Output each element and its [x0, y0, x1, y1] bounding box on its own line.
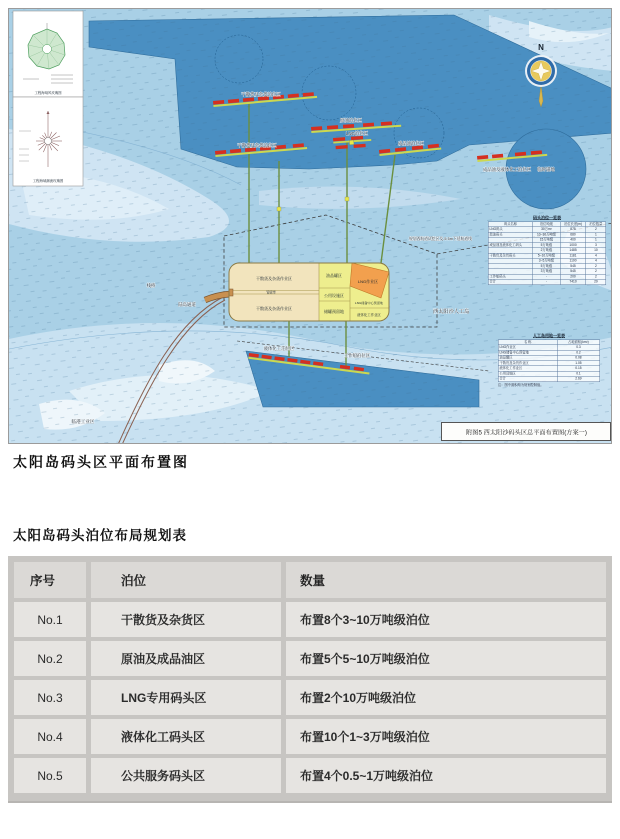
table-cell: -: [533, 279, 560, 284]
berth-label-dry-bulk-2: 干散货及杂货泊位区: [237, 143, 277, 148]
berth-label-lng: LNG泊位区: [345, 131, 369, 136]
table-cell: 2: [586, 274, 606, 279]
berth-label-workboat: 工作船泊位区: [343, 353, 371, 358]
table-cell: 干散货及杂货区: [91, 602, 281, 637]
table-cell: 10~30万吨级: [533, 232, 560, 237]
table-row: [14, 758, 606, 793]
table-cell: 布置5个5~10万吨级泊位: [286, 641, 606, 676]
zone-label-pipe-corridor: 管廊带: [266, 290, 276, 295]
zone-label-utilities: 公用设施区: [324, 293, 344, 298]
table-cell: 3~5万吨级: [533, 258, 560, 263]
planning-table-title: 太阳岛码头泊位布局规划表: [13, 528, 187, 543]
table-cell: 成品油及液体化工码头: [488, 243, 533, 248]
map-berth-table-title: 码头泊位一览表: [533, 215, 561, 220]
zone-label-lng-reserve: LNG储备中心预留地: [354, 301, 384, 305]
port-layout-map: [8, 8, 612, 444]
table-cell: 2.69: [557, 376, 600, 381]
trestle-label: 栈桥: [146, 283, 156, 288]
table-row: [14, 680, 606, 715]
table-cell: 1: [586, 237, 606, 242]
table-cell: 30万m³: [533, 227, 560, 232]
planning-table: [9, 558, 611, 797]
zone-label-liquid-chem: 液体化工作业区: [357, 313, 381, 317]
table-cell: 油品罐区: [498, 355, 557, 360]
planning-table-frame: [8, 556, 612, 801]
table-header-cell: 占地面积(km²): [557, 340, 600, 345]
table-cell: 0.08: [557, 355, 600, 360]
table-cell: 15万吨级: [533, 237, 560, 242]
table-cell: 875: [560, 227, 586, 232]
table-cell: 2万吨级: [533, 248, 560, 253]
table-header-cell: 泊位数量: [586, 222, 606, 227]
table-cell: LNG专用码头区: [91, 680, 281, 715]
table-cell: -: [533, 274, 560, 279]
table-cell: 0.2: [557, 350, 600, 355]
table-cell: 3万吨级: [533, 269, 560, 274]
map-berth-table: [488, 215, 606, 285]
drawing-title-text: 附图5 西太阳沙码头区总平面布置图(方案一): [465, 429, 587, 437]
table-cell: 10: [586, 248, 606, 253]
inset-wind-rose: [13, 11, 83, 97]
table-cell: 4: [586, 258, 606, 263]
table-cell: 0.3: [557, 345, 600, 350]
table-cell: 29: [586, 279, 606, 284]
column-header-berth: 泊位: [91, 562, 281, 598]
table-cell: LNG储备中心预留地: [498, 350, 557, 355]
anchorage-label: 临时锚地: [537, 167, 555, 172]
table-cell: 布置4个0.5~1万吨级泊位: [286, 758, 606, 793]
table-header-cell: 泊位长度(m): [560, 222, 586, 227]
table-cell: 1000: [560, 243, 586, 248]
table-cell: 原油及成品油区: [91, 641, 281, 676]
table-cell: 0.1: [557, 371, 600, 376]
table-row: [498, 376, 600, 381]
table-cell: 545: [560, 264, 586, 269]
table-cell: 液体化工码头区: [91, 719, 281, 754]
table-cell: 680: [560, 232, 586, 237]
table-cell: 0.15: [557, 366, 600, 371]
berth-label-product-oil: 成品油泊位区: [397, 141, 425, 146]
table-cell: 200: [560, 274, 586, 279]
inset-current-rose: [13, 97, 83, 186]
table-cell: 5万吨级: [533, 243, 560, 248]
table-cell: 545: [560, 269, 586, 274]
berth-label-dry-bulk-1: 干散货及杂货泊位区: [241, 92, 281, 97]
current-rose-caption: 工程海域潮流玫瑰图: [32, 179, 64, 183]
drawing-title-block: [441, 422, 611, 441]
table-cell: 布置10个1~3万吨级泊位: [286, 719, 606, 754]
table-cell: 工作船码头: [488, 274, 533, 279]
wind-rose-caption: 工程海域风玫瑰图: [34, 91, 62, 95]
table-cell: 7410: [560, 279, 586, 284]
zone-label-dry-bulk-bottom: 干散货及杂货作业区: [256, 306, 292, 311]
island-link-label: 陆岛通道: [178, 302, 196, 307]
island-name-label: 西太阳沙人工岛: [433, 309, 470, 315]
table-cell: No.1: [14, 602, 86, 637]
table-cell: LNG作业区: [498, 345, 557, 350]
figure-caption: 太阳岛码头区平面布置图: [13, 454, 189, 470]
table-cell: 2: [586, 269, 606, 274]
column-header-index: 序号: [14, 562, 86, 598]
table-cell: 1.05: [557, 361, 600, 366]
berth-label-product-chem: 成品油及液体化工泊位区: [482, 167, 532, 172]
table-cell: 公共服务码头区: [91, 758, 281, 793]
artificial-island: [223, 263, 389, 321]
table-header-row: [14, 562, 606, 598]
table-cell: 2: [586, 264, 606, 269]
channel-note-label: 规划西航道试挖区及-5.5m下延航道线: [409, 237, 472, 241]
table-cell: 1485: [560, 248, 586, 253]
table-cell: 5万吨级: [533, 264, 560, 269]
table-row: [14, 602, 606, 637]
table-cell: 3: [586, 243, 606, 248]
table-cell: 5~10万吨级: [533, 253, 560, 258]
table-cell: 布置2个10万吨级泊位: [286, 680, 606, 715]
north-label: N: [538, 43, 544, 52]
industrial-zone-label: 临港工业区: [71, 419, 95, 424]
table-header-cell: 泊位吨级: [533, 222, 560, 227]
table-cell: 合计: [488, 279, 533, 284]
table-cell: No.4: [14, 719, 86, 754]
table-cell: 原油码头: [488, 232, 533, 237]
zone-label-lng: LNG作业区: [357, 279, 379, 284]
table-cell: 液体化工作业区: [498, 366, 557, 371]
table-cell: No.3: [14, 680, 86, 715]
map-landuse-table-title: 人工岛用地一览表: [533, 333, 565, 338]
map-landuse-table: [498, 333, 600, 387]
column-header-quantity: 数量: [286, 562, 606, 598]
table-cell: 1: [586, 232, 606, 237]
table-cell: 合计: [498, 376, 557, 381]
zone-label-dry-bulk-top: 干散货及杂货作业区: [256, 276, 292, 281]
table-cell: LNG码头: [488, 227, 533, 232]
table-cell: 1100: [560, 258, 586, 263]
zone-label-oil-tank: 油品罐区: [326, 273, 342, 278]
table-cell: 布置8个3~10万吨级泊位: [286, 602, 606, 637]
table-cell: 2: [586, 227, 606, 232]
table-header-cell: 码头名称: [488, 222, 533, 227]
table-cell: 公用设施区: [498, 371, 557, 376]
table-cell: 干散货及杂货作业区: [498, 361, 557, 366]
table-cell: No.2: [14, 641, 86, 676]
map-table-note: 注：图中面积均为规划控制值。: [498, 383, 544, 387]
berth-label-crude: 原油泊位区: [340, 118, 362, 123]
table-header-cell: 名 称: [498, 340, 557, 345]
table-row: [14, 719, 606, 754]
table-cell: 干散货及杂货码头: [488, 253, 533, 258]
zone-label-tank-reserve: 储罐预留地: [324, 309, 344, 314]
table-cell: 1181: [560, 253, 586, 258]
table-cell: No.5: [14, 758, 86, 793]
table-row: [488, 279, 606, 284]
table-cell: 400: [560, 237, 586, 242]
berth-label-liquid-chem: 液体化工泊位区: [263, 346, 295, 351]
table-row: [14, 641, 606, 676]
table-cell: 4: [586, 253, 606, 258]
